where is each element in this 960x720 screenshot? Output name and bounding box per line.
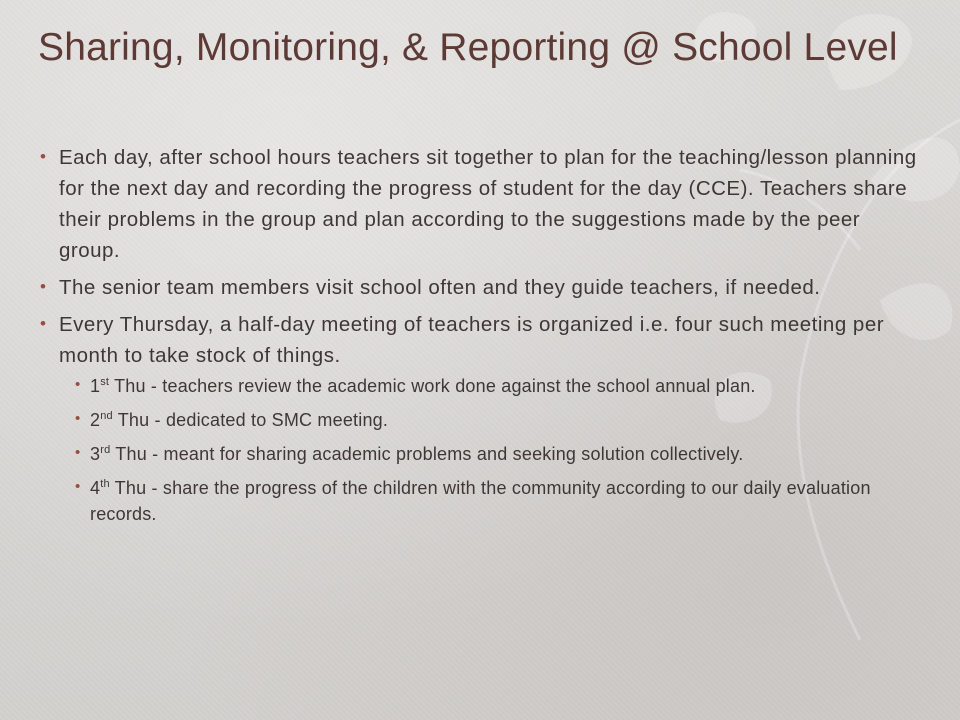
ordinal-suffix: th <box>100 478 110 490</box>
ordinal-number: 2 <box>90 410 101 430</box>
bullet-item: • Each day, after school hours teachers sit together to plan for the teaching/lesson planning for the next day and recording the progress of student for the day (CCE). Teachers share their problems in the group and plan according to the suggestions made by the peer group. <box>40 142 920 266</box>
sub-bullet-item <box>75 373 920 399</box>
ordinal-suffix: st <box>100 376 110 388</box>
bullet-list <box>40 142 920 535</box>
slide-title: Sharing, Monitoring, & Reporting @ School Level <box>38 26 898 69</box>
ordinal-number: 1 <box>90 376 101 396</box>
bullet-text: Every Thursday, a half-day meeting of teachers is organized i.e. four such meeting per month to take stock of things. <box>59 313 885 367</box>
sub-bullet-text: Thu - meant for sharing academic problems and seeking solution collectively. <box>110 444 744 464</box>
bullet-item <box>40 309 920 527</box>
sub-bullet-text: Thu - teachers review the academic work done against the school annual plan. <box>109 376 756 396</box>
sub-bullet-list <box>75 373 920 527</box>
sub-bullet-item <box>75 441 920 467</box>
sub-bullet-text: Thu - dedicated to SMC meeting. <box>112 410 389 430</box>
ordinal-suffix: nd <box>100 410 113 422</box>
sub-bullet-text: Thu - share the progress of the children with the community according to our daily evaluation records. <box>90 478 871 524</box>
sub-bullet-item <box>75 407 920 433</box>
ordinal-number: 3 <box>90 444 101 464</box>
ordinal-suffix: rd <box>100 444 111 456</box>
bullet-item: • The senior team members visit school often and they guide teachers, if needed. <box>40 272 920 303</box>
ordinal-number: 4 <box>90 478 101 498</box>
sub-bullet-item <box>75 475 920 527</box>
